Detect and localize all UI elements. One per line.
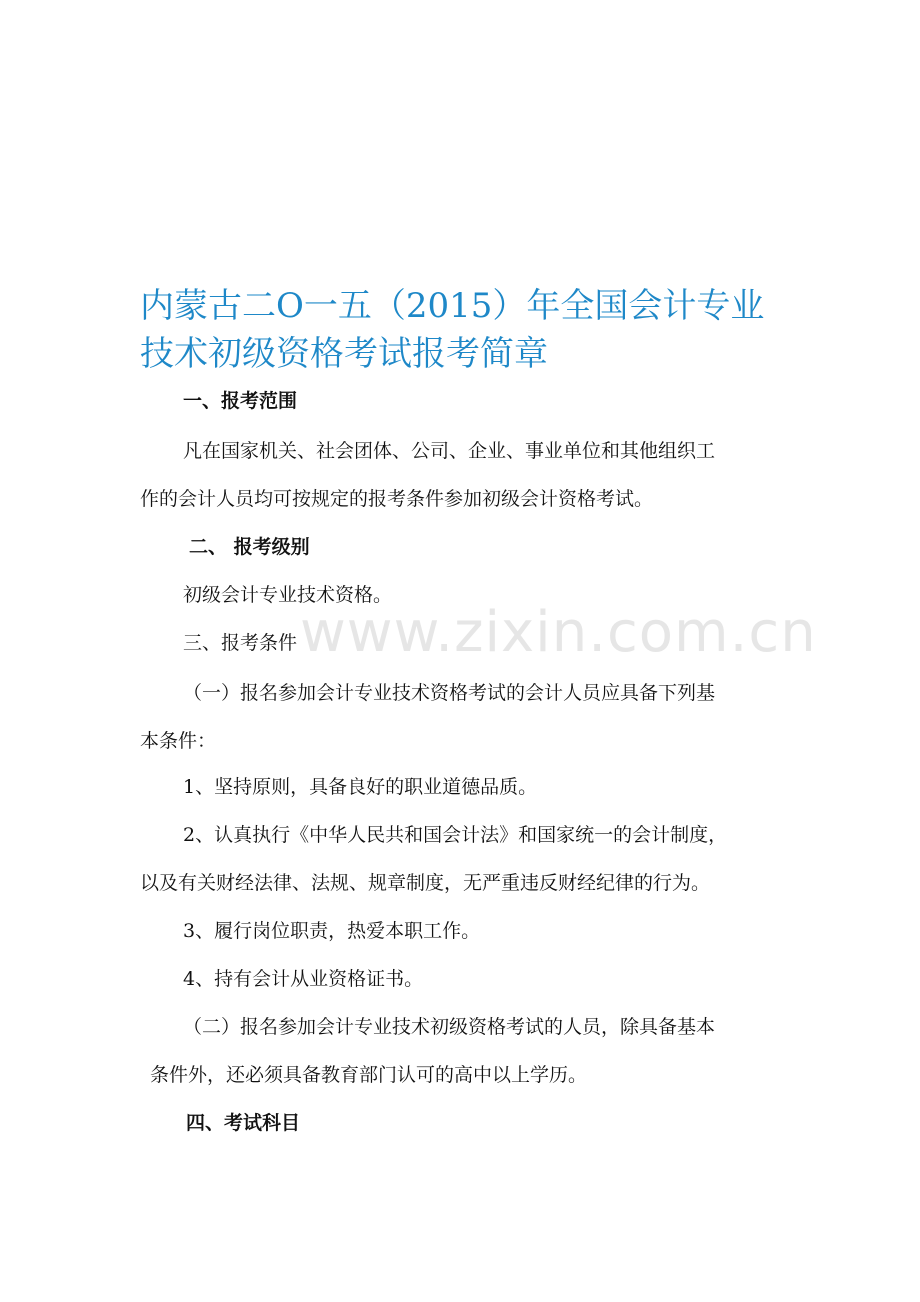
- paragraph-line: 初级会计专业技术资格。: [183, 584, 393, 606]
- section-heading-scope: 一、报考范围: [183, 390, 298, 412]
- watermark: www.zixin.com.cn: [300, 600, 817, 665]
- list-item: 2、认真执行《中华人民共和国会计法》和国家统一的会计制度，: [183, 824, 728, 846]
- list-item: 3、履行岗位职责，热爱本职工作。: [183, 920, 481, 942]
- paragraph-line: 条件外，还必须具备教育部门认可的高中以上学历。: [150, 1064, 588, 1086]
- paragraph-line: 本条件：: [140, 730, 217, 752]
- document-title: 内蒙古二O一五（2015）年全国会计专业技术初级资格考试报考简章: [140, 286, 765, 374]
- list-item: 1、坚持原则，具备良好的职业道德品质。: [183, 776, 538, 798]
- section-heading-subjects: 四、考试科目: [186, 1112, 301, 1134]
- section-heading-conditions: 三、报考条件: [183, 632, 298, 654]
- section-heading-level: 二、 报考级别: [189, 536, 310, 558]
- paragraph-line: 以及有关财经法律、法规、规章制度，无严重违反财经纪律的行为。: [140, 872, 711, 894]
- list-item: 4、持有会计从业资格证书。: [183, 968, 424, 990]
- paragraph-line: 凡在国家机关、社会团体、公司、企业、事业单位和其他组织工: [183, 440, 716, 462]
- paragraph-line: 作的会计人员均可按规定的报考条件参加初级会计资格考试。: [140, 488, 654, 510]
- paragraph-line: （一）报名参加会计专业技术资格考试的会计人员应具备下列基: [183, 682, 716, 704]
- paragraph-line: （二）报名参加会计专业技术初级资格考试的人员，除具备基本: [183, 1016, 716, 1038]
